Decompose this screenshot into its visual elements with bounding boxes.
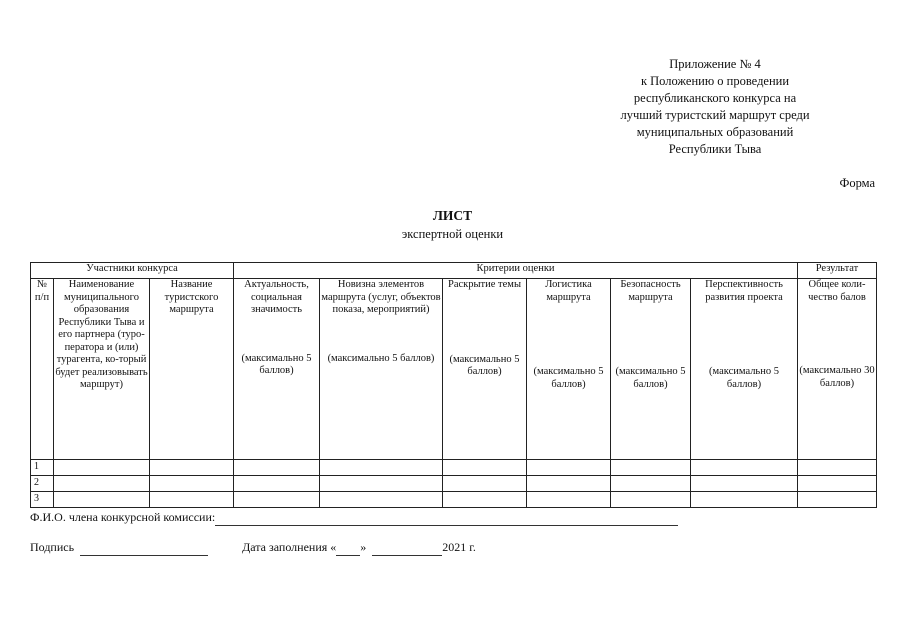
theme-label: Раскрытие темы: [447, 279, 521, 290]
appendix-header: [590, 56, 840, 158]
table-cell[interactable]: [234, 492, 320, 508]
group-header-row: [31, 263, 877, 279]
safety-label: Безопасность маршрута: [620, 279, 681, 303]
logistics-max: (максимально 5 баллов): [533, 366, 604, 390]
table-row: [31, 460, 877, 476]
table-cell[interactable]: [234, 460, 320, 476]
relevance-label: Актуальность, социальная значимость: [244, 279, 309, 315]
total-max: (максимально 30 баллов): [799, 365, 875, 389]
participants-header: Участники конкурса: [31, 263, 234, 279]
logistics-label: Логистика маршрута: [545, 279, 592, 303]
commission-member-line: [30, 510, 678, 526]
col-num: № п/п: [31, 279, 54, 460]
table-cell[interactable]: [443, 492, 527, 508]
table-cell[interactable]: [443, 476, 527, 492]
table-cell[interactable]: [691, 476, 798, 492]
table-cell[interactable]: [798, 476, 877, 492]
date-mid: »: [360, 540, 367, 554]
result-header: Результат: [798, 263, 877, 279]
appendix-line: к Положению о проведении: [640, 74, 790, 88]
table-cell[interactable]: [443, 460, 527, 476]
row-number: 1: [31, 460, 54, 476]
table-cell[interactable]: [320, 476, 443, 492]
table-cell[interactable]: [527, 476, 611, 492]
col-novelty: [320, 279, 443, 460]
appendix-line: лучший туристский маршрут среди: [620, 108, 810, 122]
appendix-line: Приложение № 4: [669, 57, 761, 71]
table-cell[interactable]: [150, 460, 234, 476]
signature-date-line: [30, 540, 476, 556]
date-month-field[interactable]: [372, 540, 442, 556]
table-cell[interactable]: [150, 476, 234, 492]
signature-label: Подпись: [30, 540, 75, 554]
table-cell[interactable]: [527, 460, 611, 476]
appendix-line: республиканского конкурса на: [633, 91, 797, 105]
table-cell[interactable]: [691, 492, 798, 508]
date-label: Дата заполнения «: [242, 540, 337, 554]
table-row: [31, 476, 877, 492]
signature-field[interactable]: [80, 540, 208, 556]
table-cell[interactable]: [234, 476, 320, 492]
row-number: 2: [31, 476, 54, 492]
evaluation-table: [30, 262, 877, 508]
table-cell[interactable]: [527, 492, 611, 508]
table-cell[interactable]: [798, 460, 877, 476]
col-safety: [611, 279, 691, 460]
relevance-max: (максимально 5 баллов): [241, 352, 312, 376]
table-cell[interactable]: [691, 460, 798, 476]
theme-max: (максимально 5 баллов): [449, 353, 520, 377]
novelty-max: (максимально 5 баллов): [327, 352, 435, 364]
table-cell[interactable]: [54, 492, 150, 508]
appendix-line: Республики Тыва: [668, 142, 762, 156]
novelty-label: Новизна элементов маршрута (услуг, объектов показа, мероприятий): [321, 279, 441, 315]
commission-member-label: Ф.И.О. члена конкурсной комиссии:: [30, 510, 216, 524]
column-header-row: [31, 279, 877, 460]
document-subtitle: экспертной оценки: [401, 227, 504, 241]
col-municipality: Наименование муниципального образования Республики Тыва и его партнера (туро-ператора и (или) турагента, ко-торый будет реализовывать маршрут): [54, 279, 150, 460]
table-cell[interactable]: [54, 476, 150, 492]
table-cell[interactable]: [54, 460, 150, 476]
table-cell[interactable]: [320, 492, 443, 508]
row-number: 3: [31, 492, 54, 508]
appendix-line: муниципальных образований: [636, 125, 794, 139]
safety-max: (максимально 5 баллов): [615, 366, 686, 390]
commission-member-field[interactable]: [215, 510, 678, 526]
table-cell[interactable]: [320, 460, 443, 476]
total-label: Общее коли-чество балов: [808, 279, 866, 303]
col-theme: [443, 279, 527, 460]
table-cell[interactable]: [150, 492, 234, 508]
col-route-name: Название туристского маршрута: [150, 279, 234, 460]
col-logistics: [527, 279, 611, 460]
date-day-field[interactable]: [336, 540, 360, 556]
prospects-max: (максимально 5 баллов): [709, 366, 779, 390]
col-relevance: [234, 279, 320, 460]
table-cell[interactable]: [611, 460, 691, 476]
prospects-label: Перспективность развития проекта: [705, 279, 783, 303]
form-label: Форма: [839, 176, 875, 190]
table-row: [31, 492, 877, 508]
table-cell[interactable]: [611, 476, 691, 492]
table-cell[interactable]: [611, 492, 691, 508]
date-year: 2021 г.: [442, 540, 476, 554]
table-cell[interactable]: [798, 492, 877, 508]
document-title: ЛИСТ: [432, 208, 473, 223]
col-total: [798, 279, 877, 460]
col-prospects: [691, 279, 798, 460]
criteria-header: Критерии оценки: [234, 263, 798, 279]
